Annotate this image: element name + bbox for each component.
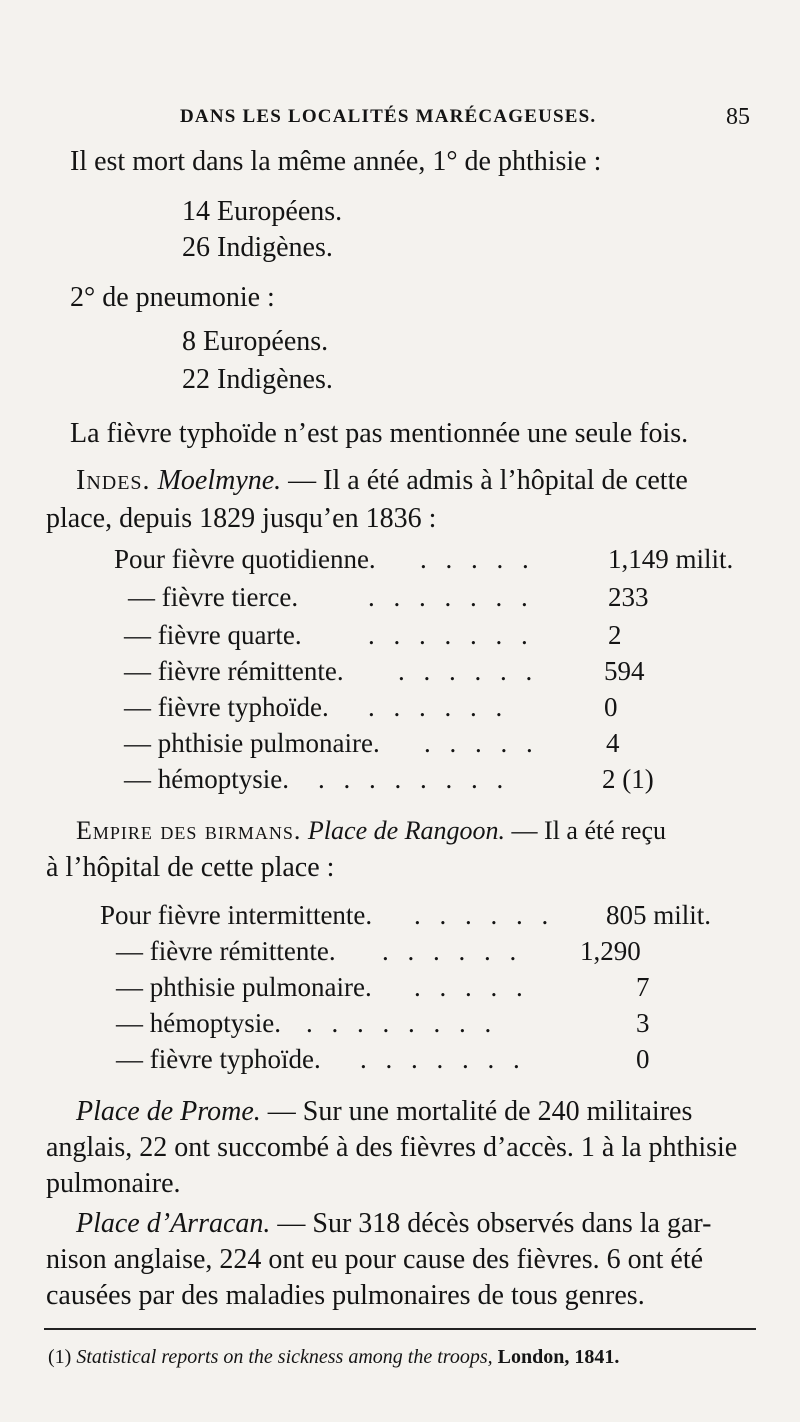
footnote-rest: London, 1841. xyxy=(497,1346,620,1368)
table-row-leader: . . . . . . xyxy=(382,936,523,966)
footnote-rule xyxy=(44,1328,756,1330)
prome-text: — Sur une mortalité de 240 militaires xyxy=(267,1096,693,1127)
page-number: 85 xyxy=(726,104,750,130)
table-row-value: 594 xyxy=(604,656,645,686)
table-row-label: — fièvre quarte. xyxy=(124,620,302,650)
table-row-value: 3 xyxy=(636,1008,650,1038)
europeens-phthisie: 14 Européens. xyxy=(182,196,343,227)
table-row-leader: . . . . . . . xyxy=(360,1044,526,1074)
table-row-leader: . . . . . . . . xyxy=(306,1008,498,1038)
table-row-label: — fièvre typhoïde. xyxy=(124,692,329,722)
table-row-leader: . . . . . . . xyxy=(368,582,534,612)
birmans-label: Empire des birmans. xyxy=(76,816,302,845)
table-row-leader: . . . . . . xyxy=(398,656,539,686)
footnote-marker: (1) xyxy=(48,1346,72,1368)
indes-heading xyxy=(76,465,688,497)
table-row-label: — fièvre tierce. xyxy=(128,582,299,612)
running-title: DANS LES LOCALITÉS MARÉCAGEUSES. xyxy=(180,106,597,127)
table-row-label: — phthisie pulmonaire. xyxy=(116,972,372,1002)
table-row-label: — hémoptysie. xyxy=(116,1008,281,1038)
prome-text-cont: anglais, 22 ont succombé à des fièvres d’accès. 1 à la phthisie xyxy=(46,1132,738,1163)
table-row-label: Pour fièvre intermittente. xyxy=(100,900,373,930)
table-row-value: 2 xyxy=(608,620,622,650)
arracan-line xyxy=(76,1208,712,1240)
europeens-pneumonie: 8 Européens. xyxy=(182,326,329,357)
arracan-place: Place d’Arracan. xyxy=(76,1208,271,1239)
table-row-leader: . . . . . . xyxy=(368,692,509,722)
indigenes-pneumonie: 22 Indigènes. xyxy=(182,364,333,395)
indes-label: Indes. xyxy=(76,465,151,496)
table-row-label: — phthisie pulmonaire. xyxy=(124,728,380,758)
arracan-text-cont: nison anglaise, 224 ont eu pour cause des fièvres. 6 ont été xyxy=(46,1244,704,1275)
indes-text: — Il a été admis à l’hôpital de cette xyxy=(288,465,688,496)
table-row-value: 0 xyxy=(636,1044,650,1074)
table-row-value: 805 milit. xyxy=(606,900,712,930)
indigenes-phthisie: 26 Indigènes. xyxy=(182,232,333,263)
table-row-leader: . . . . . . . xyxy=(368,620,534,650)
table-row-value: 2 (1) xyxy=(602,764,654,794)
table-row-leader: . . . . . . . . xyxy=(318,764,510,794)
birmans-heading xyxy=(76,816,666,846)
prome-text-end: pulmonaire. xyxy=(46,1168,181,1199)
table-row-value: 0 xyxy=(604,692,618,722)
table-row-label: — fièvre rémittente. xyxy=(124,656,344,686)
table-row-leader: . . . . . . xyxy=(414,900,555,930)
pneumonie-heading: 2° de pneumonie : xyxy=(70,282,275,313)
table-row-value: 1,290 xyxy=(580,936,641,966)
table-row-leader: . . . . . xyxy=(420,544,535,574)
table-row-value: 233 xyxy=(608,582,649,612)
footnote xyxy=(48,1346,619,1369)
birmans-place: Place de Rangoon. xyxy=(307,816,506,845)
prome-line xyxy=(76,1096,692,1128)
table-row-leader: . . . . . xyxy=(414,972,529,1002)
arracan-text: — Sur 318 décès observés dans la gar- xyxy=(277,1208,712,1239)
table-row-value: 1,149 milit. xyxy=(608,544,734,574)
table-row-leader: . . . . . xyxy=(424,728,539,758)
table-row-label: — fièvre typhoïde. xyxy=(116,1044,321,1074)
footnote-title: Statistical reports on the sickness among the troops, xyxy=(76,1346,493,1368)
typhoide-note: La fièvre typhoïde n’est pas mentionnée une seule fois. xyxy=(70,418,689,449)
arracan-text-end: causées par des maladies pulmonaires de tous genres. xyxy=(46,1280,645,1311)
indes-place: Moelmyne. xyxy=(157,465,282,496)
table-row-label: — fièvre rémittente. xyxy=(116,936,336,966)
indes-text-cont: place, depuis 1829 jusqu’en 1836 : xyxy=(46,503,437,534)
table-row-value: 4 xyxy=(606,728,620,758)
birmans-text: — Il a été reçu xyxy=(511,816,666,845)
table-row-label: — hémoptysie. xyxy=(124,764,289,794)
intro-line: Il est mort dans la même année, 1° de phthisie : xyxy=(70,146,602,177)
table-row-label: Pour fièvre quotidienne. xyxy=(114,544,376,574)
prome-place: Place de Prome. xyxy=(76,1096,261,1127)
birmans-text-cont: à l’hôpital de cette place : xyxy=(46,852,335,883)
table-row-value: 7 xyxy=(636,972,650,1002)
